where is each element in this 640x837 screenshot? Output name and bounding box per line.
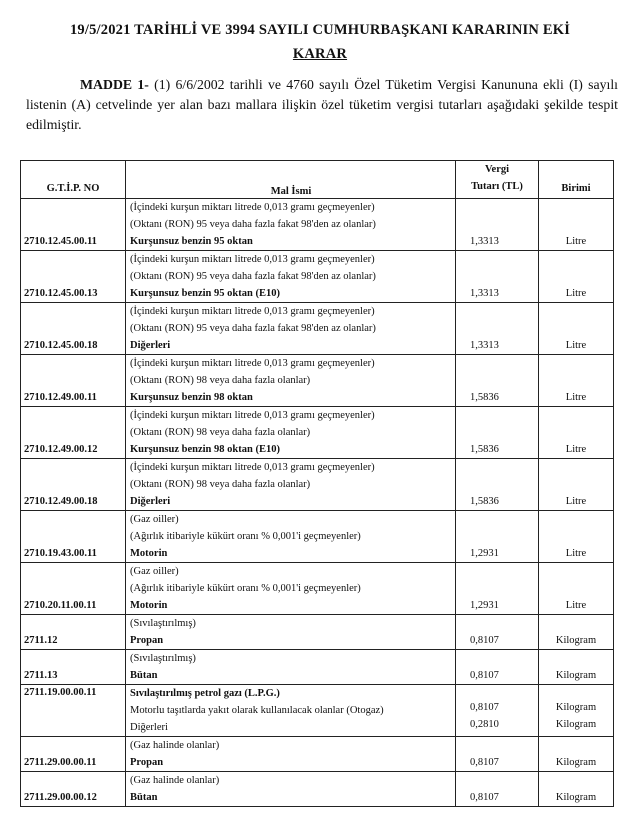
product-note: (İçindeki kurşun miktarı litrede 0,013 gramı geçmeyenler) [130, 462, 375, 473]
product-note: (Gaz halinde olanlar) [130, 775, 220, 786]
tax-amount: 0,8107 [456, 772, 539, 807]
product-title: Motorin [130, 600, 168, 611]
product-title: Kurşunsuz benzin 95 oktan (E10) [130, 288, 280, 299]
product-note: (Ağırlık itibariyle kükürt oranı % 0,001'i geçmeyenler) [130, 531, 361, 542]
header-tax-line1: Vergi [484, 164, 510, 175]
tax-sub-1: 0,8107 [470, 702, 499, 713]
gtip-code: 2711.19.00.00.11 [21, 685, 126, 737]
tax-amount: 0,8107 [456, 737, 539, 772]
table-row [21, 199, 614, 251]
unit: Litre [539, 355, 614, 407]
tax-amount [456, 685, 539, 737]
product-note: (Oktanı (RON) 98 veya daha fazla olanlar) [130, 375, 311, 386]
product-title: Bütan [130, 670, 158, 681]
table-header-row [21, 161, 614, 199]
product-name [126, 511, 456, 563]
product-title: Motorin [130, 548, 168, 559]
tax-amount: 1,2931 [456, 511, 539, 563]
gtip-code: 2710.12.49.00.18 [21, 459, 126, 511]
header-unit: Birimi [539, 161, 614, 199]
unit: Litre [539, 251, 614, 303]
product-note: (Oktanı (RON) 98 veya daha fazla olanlar) [130, 479, 311, 490]
product-name [126, 685, 456, 737]
product-note: (İçindeki kurşun miktarı litrede 0,013 gramı geçmeyenler) [130, 306, 375, 317]
gtip-code: 2710.20.11.00.11 [21, 563, 126, 615]
tax-amount: 1,5836 [456, 407, 539, 459]
product-name [126, 772, 456, 807]
gtip-code: 2710.12.45.00.13 [21, 251, 126, 303]
product-note: (Gaz halinde olanlar) [130, 740, 220, 751]
product-title: Propan [130, 757, 164, 768]
product-title: Propan [130, 635, 164, 646]
unit: Kilogram [539, 737, 614, 772]
product-name [126, 251, 456, 303]
product-title: Sıvılaştırılmış petrol gazı (L.P.G.) [130, 688, 280, 699]
unit: Litre [539, 563, 614, 615]
document-title [0, 18, 640, 66]
product-note: (İçindeki kurşun miktarı litrede 0,013 gramı geçmeyenler) [130, 358, 375, 369]
gtip-code: 2711.13 [21, 650, 126, 685]
gtip-code: 2710.12.49.00.11 [21, 355, 126, 407]
product-note: (İçindeki kurşun miktarı litrede 0,013 gramı geçmeyenler) [130, 202, 375, 213]
product-note: (Gaz oiller) [130, 566, 179, 577]
unit: Litre [539, 199, 614, 251]
unit [539, 685, 614, 737]
product-name [126, 650, 456, 685]
unit: Litre [539, 511, 614, 563]
product-title: Kurşunsuz benzin 95 oktan [130, 236, 253, 247]
product-title: Diğerleri [130, 340, 171, 351]
title-line-2: KARAR [292, 46, 348, 62]
gtip-code: 2711.29.00.00.12 [21, 772, 126, 807]
header-code: G.T.İ.P. NO [21, 161, 126, 199]
unit: Litre [539, 407, 614, 459]
table-row [21, 251, 614, 303]
product-sub-1: Motorlu taşıtlarda yakıt olarak kullanılacak olanlar (Otogaz) [130, 705, 384, 716]
tax-amount: 1,5836 [456, 459, 539, 511]
tax-amount: 1,3313 [456, 303, 539, 355]
product-note: (İçindeki kurşun miktarı litrede 0,013 gramı geçmeyenler) [130, 254, 375, 265]
intro-text: (1) 6/6/2002 tarihli ve 4760 sayılı Özel Tüketim Vergisi Kanununa ekli (I) sayılı listenin (A) cetvelinde yer alan bazı mallara ilişkin özel tüketim vergisi tutarları aşağıdaki şekilde tespit edilmiştir. [26, 77, 619, 132]
table-row [21, 407, 614, 459]
gtip-code: 2711.12 [21, 615, 126, 650]
product-name [126, 737, 456, 772]
unit: Litre [539, 459, 614, 511]
product-note: (Sıvılaştırılmış) [130, 653, 196, 664]
table-row [21, 615, 614, 650]
tax-table [20, 160, 614, 807]
unit: Kilogram [539, 650, 614, 685]
unit-sub-2: Kilogram [555, 719, 597, 730]
header-name: Mal İsmi [126, 161, 456, 199]
unit: Litre [539, 303, 614, 355]
product-note: (Oktanı (RON) 95 veya daha fazla fakat 98'den az olanlar) [130, 219, 376, 230]
title-line-1: 19/5/2021 TARİHLİ VE 3994 SAYILI CUMHURBAŞKANI KARARININ EKİ [69, 22, 571, 38]
product-sub-2: Diğerleri [130, 722, 168, 733]
product-name [126, 459, 456, 511]
table-row [21, 355, 614, 407]
product-note: (Ağırlık itibariyle kükürt oranı % 0,001'i geçmeyenler) [130, 583, 361, 594]
tax-sub-2: 0,2810 [470, 719, 499, 730]
product-name [126, 199, 456, 251]
intro-paragraph [26, 75, 618, 135]
table-row [21, 459, 614, 511]
unit: Kilogram [539, 615, 614, 650]
table-row [21, 772, 614, 807]
unit-sub-1: Kilogram [555, 702, 597, 713]
product-note: (Oktanı (RON) 95 veya daha fazla fakat 98'den az olanlar) [130, 323, 376, 334]
gtip-code: 2710.12.49.00.12 [21, 407, 126, 459]
table-row [21, 511, 614, 563]
product-name [126, 563, 456, 615]
tax-amount: 1,5836 [456, 355, 539, 407]
product-note: (Oktanı (RON) 95 veya daha fazla fakat 98'den az olanlar) [130, 271, 376, 282]
tax-amount: 0,8107 [456, 615, 539, 650]
table-row [21, 563, 614, 615]
table-row [21, 737, 614, 772]
table-body [21, 199, 614, 807]
gtip-code: 2710.12.45.00.18 [21, 303, 126, 355]
tax-amount: 1,3313 [456, 251, 539, 303]
header-tax-line2: Tutarı (TL) [471, 181, 523, 192]
tax-amount: 0,8107 [456, 650, 539, 685]
product-note: (Sıvılaştırılmış) [130, 618, 196, 629]
madde-label: MADDE 1- [80, 77, 149, 92]
product-title: Kurşunsuz benzin 98 oktan [130, 392, 253, 403]
product-name [126, 407, 456, 459]
table-row [21, 303, 614, 355]
table-row [21, 650, 614, 685]
product-note: (Gaz oiller) [130, 514, 179, 525]
product-name [126, 355, 456, 407]
product-name [126, 303, 456, 355]
product-title: Diğerleri [130, 496, 171, 507]
product-note: (Oktanı (RON) 98 veya daha fazla olanlar) [130, 427, 311, 438]
header-tax [456, 161, 539, 199]
tax-amount: 1,2931 [456, 563, 539, 615]
product-title: Bütan [130, 792, 158, 803]
product-title: Kurşunsuz benzin 98 oktan (E10) [130, 444, 280, 455]
table-row-lpg [21, 685, 614, 737]
product-note: (İçindeki kurşun miktarı litrede 0,013 gramı geçmeyenler) [130, 410, 375, 421]
tax-amount: 1,3313 [456, 199, 539, 251]
product-name [126, 615, 456, 650]
gtip-code: 2711.29.00.00.11 [21, 737, 126, 772]
unit: Kilogram [539, 772, 614, 807]
gtip-code: 2710.12.45.00.11 [21, 199, 126, 251]
gtip-code: 2710.19.43.00.11 [21, 511, 126, 563]
